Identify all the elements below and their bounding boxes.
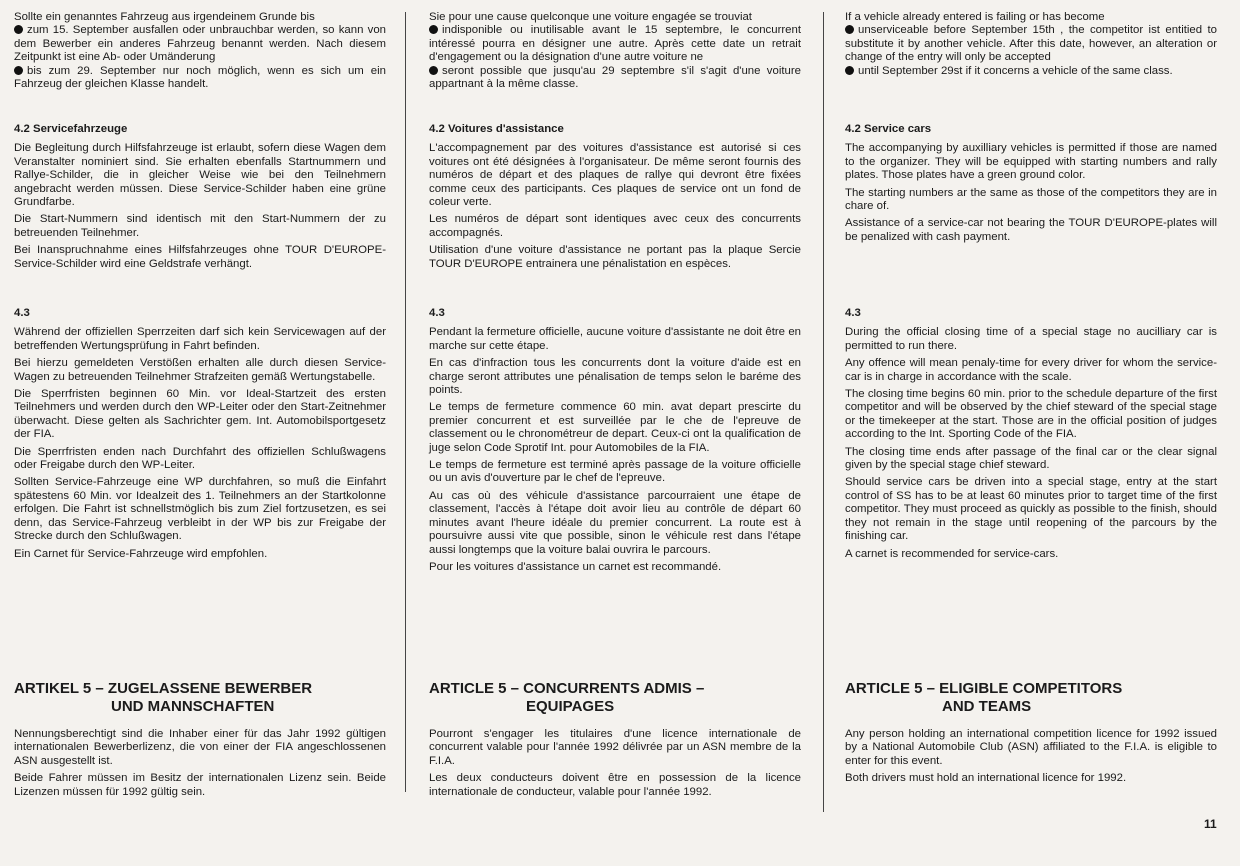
- article-title: [845, 680, 1217, 716]
- paragraph: A carnet is recommended for service-cars.: [845, 547, 1059, 560]
- paragraph: The closing time ends after passage of the final car or the clear signal given by the special stage chief steward.: [845, 445, 1217, 472]
- page-number: 11: [1204, 817, 1217, 831]
- section-4-2: [845, 123, 1217, 248]
- intro-line-2: indisponible ou inutilisable avant le 15 septembre, le concurrent intéressé pourra en désigner une autre. Après cette date un retrait d'engagement ou la désignation d'une autre voiture ne: [429, 24, 801, 64]
- paragraph: Die Start-Nummern sind identisch mit den Start-Nummern der zu betreuenden Teilnehmer.: [14, 213, 386, 239]
- article-title-line-2: AND TEAMS: [942, 698, 1032, 715]
- paragraph: Bei Inanspruchnahme eines Hilfsfahrzeuges ohne TOUR D'EUROPE-Service-Schilder wird eine Geldstrafe verhängt.: [14, 244, 386, 270]
- paragraph: The accompanying by auxilliary vehicles is permitted if those are named to the organizer. They will be equipped with starting numbers and rally plates. Those plates have a green ground color.: [845, 142, 1217, 182]
- paragraph: Die Sperrfristen beginnen 60 Min. vor Ideal-Startzeit des ersten Teilnehmers und werden durch den WP-Leiter oder den Start-Zeitnehmer überwacht. Diese gelten als Sachrichter gem. Int. Automobilsportgesetz der FIA.: [14, 388, 386, 441]
- section-4-2: [14, 123, 386, 275]
- paragraph: Ein Carnet für Service-Fahrzeuge wird empfohlen.: [14, 547, 268, 560]
- intro-line-3: seront possible que jusqu'au 29 septembre s'il s'agit d'une voiture appartnant à la même classe.: [429, 64, 801, 91]
- intro-line-3: bis zum 29. September nur noch möglich, wenn es sich um ein Fahrzeug der gleichen Klasse handelt.: [14, 64, 386, 91]
- paragraph: Pour les voitures d'assistance un carnet est recommandé.: [429, 560, 722, 573]
- paragraph: Beide Fahrer müssen im Besitz der internationalen Lizenz sein. Beide Lizenzen müssen für 1992 gültig sein.: [14, 772, 386, 798]
- intro-section: [14, 11, 386, 95]
- paragraph: Any offence will mean penaly-time for every driver for whom the service-car is in charge in accordance with the scale.: [845, 357, 1217, 383]
- intro-line-2: unserviceable before September 15th , the competitor ist entitied to substitute it by another vehicle. After this date, however, an alteration or change of the entry will only be accepted: [845, 24, 1217, 64]
- intro-line-2: zum 15. September ausfallen oder unbrauchbar werden, so kann von dem Bewerber ein anderes Fahrzeug benannt werden. Nach diesem Zeitpunkt ist eine Ab- oder Umänderung: [14, 24, 386, 64]
- column-german: [14, 0, 386, 866]
- paragraph: Nennungsberechtigt sind die Inhaber einer für das Jahr 1992 gültigen internationalen Bewerberlizenz, die von einer der FIA angeschlossenen ASN ausgestellt ist.: [14, 728, 386, 767]
- article-5-section: [14, 680, 386, 803]
- paragraph: Bei hierzu gemeldeten Verstößen erhalten alle durch diesen Service-Wagen zu betreuenden Teilnehmer Strafzeiten gemäß Wertungstabelle.: [14, 357, 386, 383]
- intro-section: [429, 11, 801, 95]
- section-heading: 4.3: [429, 307, 445, 319]
- paragraph: L'accompagnement par des voitures d'assistance est autorisé si ces voitures ont été désignées à l'organisateur. De même seront fournis des numéros de départ et des plaques de rallye qui devront être fixées comme ceux des participants. Ces plaques de service ont un fond de coleur verte.: [429, 142, 801, 209]
- intro-line-1: Sie pour une cause quelconque une voiture engagée se trouviat: [429, 11, 752, 23]
- article-title-line-2: EQUIPAGES: [526, 698, 615, 715]
- article-5-section: [429, 680, 801, 803]
- section-heading: 4.3: [14, 307, 30, 319]
- paragraph: Le temps de fermeture est terminé après passage de la voiture officielle ou un avis d'ouverture par le chef de l'epreuve.: [429, 459, 801, 485]
- column-french: [429, 0, 801, 866]
- section-4-3: [429, 307, 801, 578]
- section-4-3: [845, 307, 1217, 565]
- section-4-2: [429, 123, 801, 275]
- article-5-section: [845, 680, 1217, 790]
- paragraph: Les numéros de départ sont identiques avec ceux des concurrents accompagnés.: [429, 213, 801, 239]
- article-title-line-1: ARTICLE 5 – CONCURRENTS ADMIS –: [429, 680, 705, 697]
- paragraph: Assistance of a service-car not bearing the TOUR D'EUROPE-plates will be penalized with cash payment.: [845, 217, 1217, 243]
- section-4-3: [14, 307, 386, 565]
- article-title-line-1: ARTICLE 5 – ELIGIBLE COMPETITORS: [845, 680, 1123, 697]
- paragraph: Pourront s'engager les titulaires d'une licence internationale de concurrent valable pour l'année 1992 délivrée par un ASN membre de la F.I.A.: [429, 728, 801, 767]
- column-divider: [823, 12, 824, 812]
- article-title-line-2: UND MANNSCHAFTEN: [111, 698, 275, 715]
- intro-line-3: until September 29st if it concerns a vehicle of the same class.: [858, 64, 1173, 77]
- section-heading: 4.2 Voitures d'assistance: [429, 123, 564, 135]
- article-title: [14, 680, 386, 716]
- paragraph: The starting numbers ar the same as those of the competitors they are in chare of.: [845, 186, 1217, 213]
- paragraph: Les deux conducteurs doivent être en possession de la licence internationale de conducteur, valable pour l'année 1992.: [429, 772, 801, 798]
- article-title-line-1: ARTIKEL 5 – ZUGELASSENE BEWERBER: [14, 680, 313, 697]
- section-heading: 4.3: [845, 307, 861, 319]
- paragraph: During the official closing time of a special stage no aucilliary car is permitted to run there.: [845, 326, 1217, 352]
- bullet-icon: [845, 25, 854, 34]
- column-english: [845, 0, 1217, 866]
- column-divider: [405, 12, 406, 792]
- paragraph: Während der offiziellen Sperrzeiten darf sich kein Servicewagen auf der betreffenden Wertungsprüfung in Fahrt befinden.: [14, 326, 386, 352]
- paragraph: Utilisation d'une voiture d'assistance ne portant pas la plaque Sercie TOUR D'EUROPE entrainera une pénalistation en espèces.: [429, 244, 801, 270]
- section-heading: 4.2 Servicefahrzeuge: [14, 123, 128, 135]
- bullet-icon: [429, 66, 438, 75]
- paragraph: Le temps de fermeture commence 60 min. avat depart prescirte du premier concurrent et est surveillée par le che de l'epreuve de classement ou le chronométreur de depart. Ceux-ci ont la qualification de juge selon Code Sprotif Int. pour Automobiles de la FIA.: [429, 401, 801, 454]
- intro-line-1: Sollte ein genanntes Fahrzeug aus irgendeinem Grunde bis: [14, 11, 315, 23]
- bullet-icon: [14, 25, 23, 34]
- paragraph: Should service cars be driven into a special stage, entry at the start control of SS has to be at least 60 minutes prior to target time of the first competitor. They must proceed as quickly as possible to the finish, should they not remain in the stage until reopening of the parcours by the finishing car.: [845, 476, 1217, 543]
- paragraph: En cas d'infraction tous les concurrents dont la voiture d'aide est en charge seront attributes une pénalisation de temps selon le baréme des points.: [429, 357, 801, 397]
- paragraph: Sollten Service-Fahrzeuge eine WP durchfahren, so muß die Einfahrt spätestens 60 Min. vor Idealzeit des 1. Teilnehmers an der Startkolonne erfolgen. Die Fahrt ist schnellstmöglich bis zum Ziel fortzusetzen, es sei denn, das Service-Fahrzeug verbleibt in der WP bis zur Freigabe der Strecke durch den Schlußwagen.: [14, 476, 386, 543]
- bullet-icon: [14, 66, 23, 75]
- paragraph: Die Begleitung durch Hilfsfahrzeuge ist erlaubt, sofern diese Wagen dem Veranstalter nominiert sind. Sie erhalten ebenfalls Startnummern und Rallye-Schilder, die in gleicher Weise wie bei den Teilnehmern angebracht werden müssen. Diese Service-Schilder haben eine grüne Grundfarbe.: [14, 142, 386, 209]
- intro-line-1: If a vehicle already entered is failing or has become: [845, 11, 1105, 23]
- bullet-icon: [429, 25, 438, 34]
- paragraph: Pendant la fermeture officielle, aucune voiture d'assistante ne doit être en marche sur cette étape.: [429, 326, 801, 352]
- paragraph: Any person holding an international competition licence for 1992 issued by a National Automobile Club (ASN) affiliated to the F.I.A. is eligible to enter for this event.: [845, 728, 1217, 767]
- paragraph: Die Sperrfristen enden nach Durchfahrt des offiziellen Schlußwagens oder Freigabe durch den WP-Leiter.: [14, 445, 386, 472]
- paragraph: Both drivers must hold an international licence for 1992.: [845, 772, 1127, 785]
- section-heading: 4.2 Service cars: [845, 123, 932, 135]
- paragraph: Au cas où des véhicule d'assistance parcourraient une étape de classement, l'accès à l'étape doit avoir lieu au contrôle de départ 60 minutes avant l'heure idéale du premier concurrent. La route est à poursuivre aussi vite que possible, sinon le véhicule rest dans l'étape aussi longtemps que la voiture balai ouvrira le parcours.: [429, 489, 801, 556]
- paragraph: The closing time begins 60 min. prior to the schedule departure of the first competitor and will be observed by the chief steward of the special stage or the timekeeper at the start. Those are in the official position of judges according to the Int. Sporting Code of the FIA.: [845, 388, 1217, 441]
- bullet-icon: [845, 66, 854, 75]
- article-title: [429, 680, 801, 716]
- intro-section: [845, 11, 1217, 82]
